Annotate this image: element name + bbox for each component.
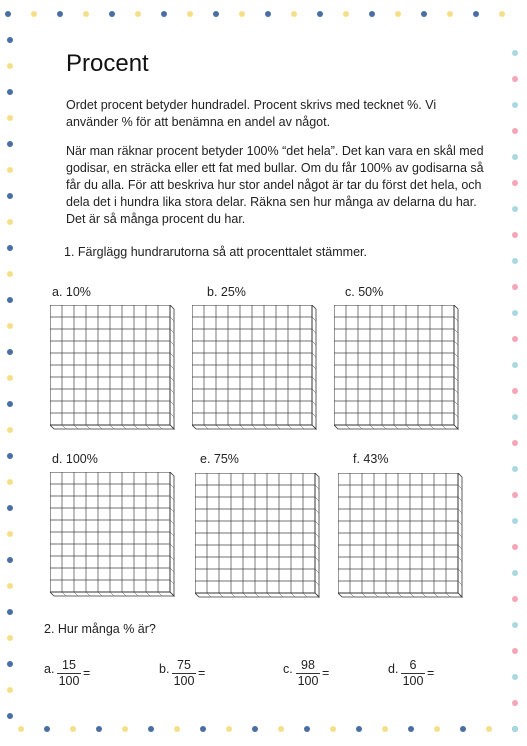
border-dot bbox=[291, 11, 297, 17]
border-dot bbox=[512, 76, 518, 82]
border-dot bbox=[382, 726, 388, 732]
grid-label-c: c. 50% bbox=[345, 285, 384, 299]
border-dot bbox=[122, 726, 128, 732]
border-dot bbox=[7, 713, 13, 719]
border-dot bbox=[7, 167, 13, 173]
border-dot bbox=[7, 297, 13, 303]
border-dot bbox=[512, 362, 518, 368]
border-dot bbox=[265, 11, 271, 17]
border-dot bbox=[512, 648, 518, 654]
border-dot bbox=[239, 11, 245, 17]
border-dot bbox=[512, 154, 518, 160]
question-1-text: Färglägg hundrarutorna så att procenttalet stämmer. bbox=[77, 245, 367, 259]
border-dot bbox=[7, 661, 13, 667]
border-dot bbox=[7, 375, 13, 381]
border-dot bbox=[304, 726, 310, 732]
border-dot bbox=[395, 11, 401, 17]
border-dot bbox=[512, 206, 518, 212]
fraction-d-denominator: 100 bbox=[402, 674, 424, 688]
hundred-grid-a[interactable] bbox=[50, 305, 178, 430]
border-dot bbox=[7, 583, 13, 589]
question-1 bbox=[64, 245, 367, 259]
border-dot bbox=[512, 518, 518, 524]
border-dot bbox=[7, 557, 13, 563]
border-dot bbox=[512, 700, 518, 706]
border-dot bbox=[512, 544, 518, 550]
intro-paragraph: Ordet procent betyder hundradel. Procent skrivs med tecknet %. Vi använder % för att benämna en andel av något. bbox=[66, 98, 437, 129]
border-dot bbox=[512, 258, 518, 264]
fraction-c bbox=[283, 658, 343, 688]
grid-label-b: b. 25% bbox=[207, 285, 246, 299]
border-dot bbox=[7, 63, 13, 69]
border-dot bbox=[330, 726, 336, 732]
border-dot bbox=[434, 726, 440, 732]
border-dot bbox=[512, 336, 518, 342]
border-dot bbox=[512, 102, 518, 108]
border-dot bbox=[252, 726, 258, 732]
border-dot bbox=[96, 726, 102, 732]
border-dot bbox=[486, 726, 492, 732]
border-dot bbox=[317, 11, 323, 17]
border-dot bbox=[148, 726, 154, 732]
border-dot bbox=[31, 11, 37, 17]
border-dot bbox=[460, 726, 466, 732]
border-dot bbox=[7, 505, 13, 511]
border-dot bbox=[109, 11, 115, 17]
border-dot bbox=[44, 726, 50, 732]
border-dot bbox=[512, 284, 518, 290]
border-dot bbox=[512, 232, 518, 238]
fraction-b-numerator: 75 bbox=[172, 658, 196, 674]
fraction-b bbox=[159, 658, 219, 688]
border-dot bbox=[473, 11, 479, 17]
fraction-a-numerator: 15 bbox=[57, 658, 81, 674]
border-dot bbox=[499, 11, 505, 17]
fraction-a-equals: = bbox=[83, 666, 91, 680]
question-2: 2. Hur många % är? bbox=[44, 622, 156, 636]
border-dot bbox=[512, 622, 518, 628]
border-dot bbox=[7, 271, 13, 277]
fraction-b-equals: = bbox=[198, 666, 206, 680]
border-dot bbox=[369, 11, 375, 17]
border-dot bbox=[343, 11, 349, 17]
border-dot bbox=[512, 440, 518, 446]
hundred-grid-c[interactable] bbox=[334, 305, 462, 430]
border-dot bbox=[512, 570, 518, 576]
border-dot bbox=[7, 453, 13, 459]
fraction-c-equals: = bbox=[322, 666, 330, 680]
border-dot bbox=[226, 726, 232, 732]
border-dot bbox=[7, 193, 13, 199]
grid-label-f: f. 43% bbox=[353, 452, 389, 466]
fraction-d bbox=[388, 658, 448, 688]
border-dot bbox=[7, 479, 13, 485]
border-dot bbox=[512, 180, 518, 186]
hundred-grid-b[interactable] bbox=[192, 305, 320, 430]
border-dot bbox=[7, 245, 13, 251]
hundred-grid-e[interactable] bbox=[195, 473, 323, 598]
border-dot bbox=[7, 89, 13, 95]
border-dot bbox=[512, 674, 518, 680]
border-dot bbox=[200, 726, 206, 732]
border-dot bbox=[512, 596, 518, 602]
grid-label-e: e. 75% bbox=[200, 452, 239, 466]
border-dot bbox=[512, 414, 518, 420]
border-dot bbox=[512, 310, 518, 316]
border-dot bbox=[512, 726, 518, 732]
fraction-b-denominator: 100 bbox=[173, 674, 195, 688]
border-dot bbox=[408, 726, 414, 732]
border-dot bbox=[356, 726, 362, 732]
border-dot bbox=[512, 128, 518, 134]
question-1-number: 1. bbox=[64, 245, 75, 259]
grid-label-d: d. 100% bbox=[52, 452, 98, 466]
fraction-d-numerator: 6 bbox=[401, 658, 425, 674]
border-dot bbox=[187, 11, 193, 17]
border-dot bbox=[7, 115, 13, 121]
border-dot bbox=[7, 635, 13, 641]
fraction-d-letter: d. bbox=[388, 662, 399, 676]
border-dot bbox=[135, 11, 141, 17]
fraction-a-letter: a. bbox=[44, 662, 55, 676]
fraction-c-denominator: 100 bbox=[297, 674, 319, 688]
page-title: Procent bbox=[66, 50, 149, 77]
border-dot bbox=[278, 726, 284, 732]
border-dot bbox=[70, 726, 76, 732]
fraction-a-denominator: 100 bbox=[58, 674, 80, 688]
border-dot bbox=[512, 388, 518, 394]
hundred-grid-f[interactable] bbox=[338, 473, 466, 598]
border-dot bbox=[161, 11, 167, 17]
border-dot bbox=[7, 349, 13, 355]
border-dot bbox=[447, 11, 453, 17]
border-dot bbox=[421, 11, 427, 17]
fraction-a bbox=[44, 658, 104, 688]
border-dot bbox=[512, 50, 518, 56]
border-dot bbox=[213, 11, 219, 17]
border-dot bbox=[7, 37, 13, 43]
fraction-b-letter: b. bbox=[159, 662, 170, 676]
explanation-paragraph: När man räknar procent betyder 100% “det hela”. Det kan vara en skål med godisar, en sträcka eller ett fat med bullar. Om du får 100% av godisarna så får du alla. För att beskriva hur stor andel något är tar du först det hela, och dela det i hundra lika stora delar. Räkna sen hur många av delarna du har. Det är så många procent du har. bbox=[66, 144, 484, 226]
border-dot bbox=[83, 11, 89, 17]
grid-label-a: a. 10% bbox=[52, 285, 91, 299]
border-dot bbox=[57, 11, 63, 17]
border-dot bbox=[512, 492, 518, 498]
fraction-c-numerator: 98 bbox=[296, 658, 320, 674]
hundred-grid-d[interactable] bbox=[50, 472, 178, 597]
border-dot bbox=[7, 531, 13, 537]
border-dot bbox=[7, 141, 13, 147]
border-dot bbox=[7, 219, 13, 225]
border-dot bbox=[7, 401, 13, 407]
fraction-c-letter: c. bbox=[283, 662, 293, 676]
fraction-d-equals: = bbox=[427, 666, 435, 680]
border-dot bbox=[7, 323, 13, 329]
border-dot bbox=[7, 687, 13, 693]
border-dot bbox=[18, 726, 24, 732]
border-dot bbox=[174, 726, 180, 732]
border-dot bbox=[512, 466, 518, 472]
border-dot bbox=[7, 609, 13, 615]
border-dot bbox=[5, 11, 11, 17]
border-dot bbox=[7, 427, 13, 433]
